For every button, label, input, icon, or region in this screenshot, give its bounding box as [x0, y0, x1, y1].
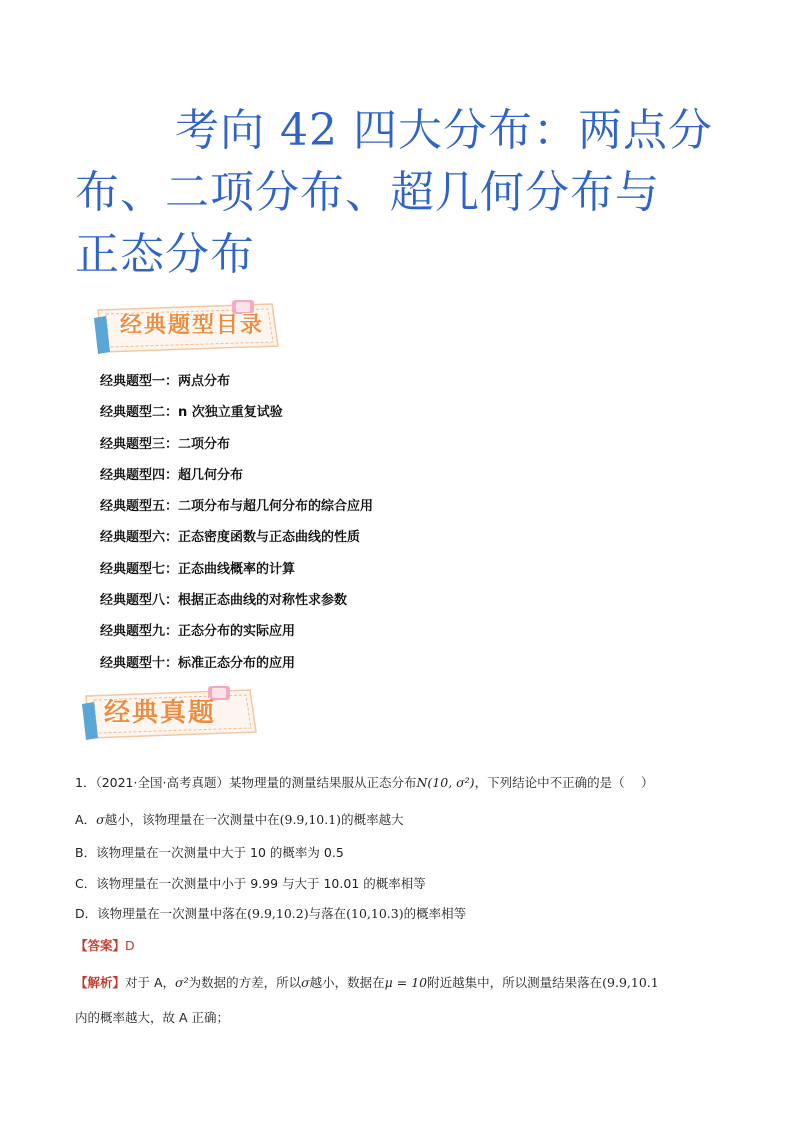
answer-line	[75, 936, 135, 954]
catalog-banner-label: 经典题型目录	[120, 312, 265, 338]
option-d	[75, 904, 466, 922]
toc-item: 经典题型六：正态密度函数与正态曲线的性质	[100, 530, 361, 546]
option-a-label: A．	[75, 812, 97, 827]
sigma-symbol: σ	[301, 975, 310, 990]
option-b: B．该物理量在一次测量中大于 10 的概率为 0.5	[75, 845, 344, 860]
answer-tag: 【答案】	[75, 938, 126, 953]
toc-item: 经典题型九：正态分布的实际应用	[100, 624, 296, 640]
question-stem	[75, 773, 654, 791]
toc-item: 经典题型五：二项分布与超几何分布的综合应用	[100, 499, 374, 515]
title-line-2: 布、二项分布、超几何分布与	[75, 167, 660, 218]
real-exam-banner	[80, 686, 270, 738]
analysis-text: 越小，数据在	[309, 975, 385, 990]
question-stem-text: 1．（2021·全国·高考真题）某物理量的测量结果服从正态分布	[75, 775, 417, 790]
toc-item: 经典题型七：正态曲线概率的计算	[100, 561, 296, 577]
option-a	[75, 810, 404, 828]
real-exam-banner-label: 经典真题	[104, 698, 217, 728]
analysis-text: 附近越集中，所以测量结果落在	[427, 975, 603, 990]
toc-list	[100, 372, 373, 685]
normal-distribution-formula: N(10, σ²)	[416, 775, 475, 790]
option-d-interval-1: (9.9,10.2)	[247, 906, 309, 921]
option-a-interval: (9.9,10.1)	[279, 812, 342, 827]
analysis-tag: 【解析】	[75, 975, 126, 990]
analysis-text: 为数据的方差，所以	[188, 975, 302, 990]
analysis-interval: (9.9,10.1	[602, 975, 659, 990]
toc-item: 经典题型四：超几何分布	[100, 467, 244, 483]
analysis-line-1	[75, 973, 659, 991]
answer-value: D	[125, 938, 135, 953]
option-a-text-end: 的概率越大	[341, 812, 404, 827]
page-title	[75, 100, 735, 286]
option-c: C．该物理量在一次测量中小于 9.99 与大于 10.01 的概率相等	[75, 876, 426, 891]
mu-equation: μ = 10	[384, 975, 428, 990]
option-d-text-mid: 与落在	[308, 906, 347, 921]
question-stem-end: ，下列结论中不正确的是（ ）	[474, 775, 654, 790]
title-line-1: 考向 42 四大分布：两点分	[175, 105, 713, 156]
toc-item: 经典题型三：二项分布	[100, 436, 231, 452]
toc-item: 经典题型八：根据正态曲线的对称性求参数	[100, 593, 348, 609]
sigma-symbol: σ	[96, 812, 105, 827]
option-d-text-end: 的概率相等	[403, 906, 467, 921]
toc-item: 经典题型二：n 次独立重复试验	[100, 405, 283, 421]
catalog-banner	[92, 300, 292, 352]
toc-item: 经典题型一：两点分布	[100, 374, 231, 389]
sigma-squared-symbol: σ²	[175, 975, 189, 990]
option-d-text: D．该物理量在一次测量中落在	[75, 906, 248, 921]
option-d-interval-2: (10,10.3)	[346, 906, 404, 921]
analysis-line-2: 内的概率越大，故 A 正确；	[75, 1010, 229, 1025]
option-a-text: 越小，该物理量在一次测量中在	[104, 812, 280, 827]
analysis-text: 对于 A，	[125, 975, 176, 990]
toc-item: 经典题型十：标准正态分布的应用	[100, 655, 296, 671]
title-line-3: 正态分布	[75, 229, 255, 280]
